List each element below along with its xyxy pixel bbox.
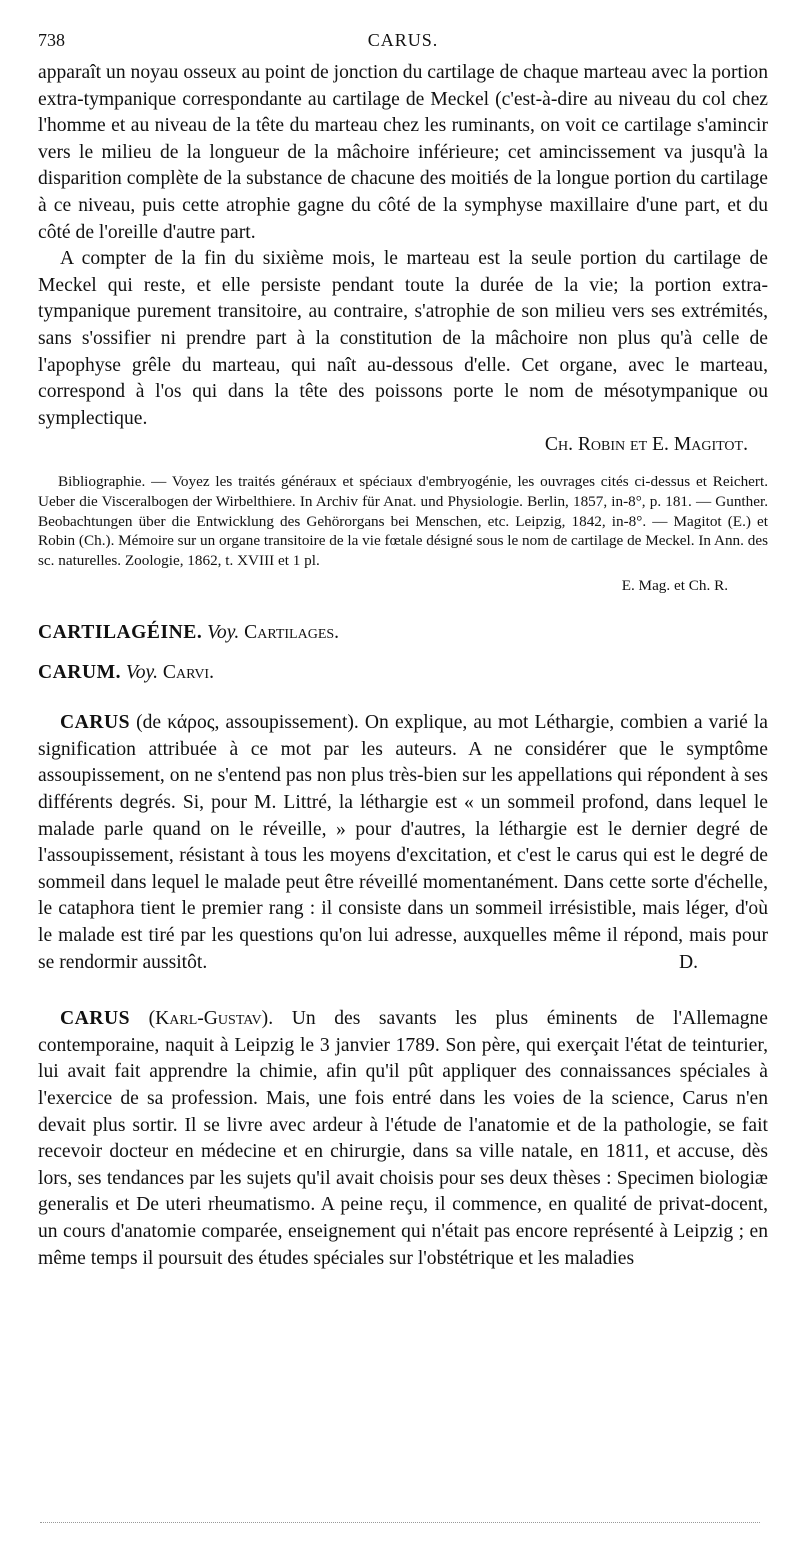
bottom-dotted-rule	[40, 1522, 760, 1523]
voy-label: Voy.	[125, 662, 159, 684]
voy-label: Voy.	[207, 622, 240, 644]
entry-carus-text: (de κάρος, assoupissement). On explique, au mot Léthargie, combien a varié la signification attribuée à ce mot par les auteurs. A ne considérer que le symptôme assoupissement, on ne s'entend pas non plus très-bien sur les appellations qui répondent à ses différents degrés. Si, pour M. Littré, la léthargie est « un sommeil profond, dans lequel le malade parle quand on le réveille, » pour d'autres, la léthargie est le dernier degré de l'assoupissement, résistant à tous les moyens d'excitation, et c'est le carus qui est le degré de sommeil dans lequel le malade peut être réveillé momentanément. Dans cette sorte d'échelle, le cataphora tient le premier rang : il consiste dans un sommeil irrésistible, mais léger, d'où le malade est tiré par les questions qu'on lui adresse, auxquelles même il répond, mais pour se rendormir aussitôt.	[38, 712, 768, 973]
signature-d: D.	[678, 951, 698, 973]
bibliography: Bibliographie. — Voyez les traités généraux et spéciaux d'embryogénie, les ouvrages cités ci-dessus et Reichert. Ueber die Visceralbogen der Wirbelthiere. In Archiv für Anat. und Physiologie. Berlin, 1857, in-8°, p. 181. — Gunther. Beobachtungen über die Entwicklung des Gehörorgans bei Menschen, etc. Leipzig, 1842, in-8°. — Magitot (E.) et Robin (Ch.). Mémoire sur un organe transitoire de la vie fœtale désigné sous le nom de cartilage de Meckel. In Ann. des sc. naturelles. Zoologie, 1862, t. XVIII et 1 pl.	[38, 473, 768, 569]
paragraph-marteau: A compter de la fin du sixième mois, le marteau est la seule portion du cartilage de Meckel qui reste, et elle persiste pendant toute la durée de la vie; la portion extra-tympanique purement transitoire, au contraire, s'atrophie de son milieu vers ses extrémités, sans s'ossifier ni prendre part à la constitution de la mâchoire non plus qu'à celle de l'apophyse grêle du marteau, qui naît au-dessous d'elle. Cet organe, avec le marteau, correspond à l'os qui dans la tête des poissons porte le nom de mésotympanique ou symplectique.	[38, 248, 768, 429]
headword-cartilageine: CARTILAGÉINE.	[38, 622, 203, 644]
paragraph-meckel-atrophy: apparaît un noyau osseux au point de jonction du cartilage de chaque marteau avec la portion extra-tympanique correspondante au cartilage de Meckel (c'est-à-dire au niveau du col chez l'homme et au niveau de la tête du marteau chez les ruminants, on voit ce cartilage s'amincir vers le milieu de la longueur de la mâchoire inférieure; cet amincissement va jusqu'à la disparition complète de la substance de chacune des moitiés de la longue portion du cartilage à ce niveau, puis cette atrophie gagne du côté de la symphyse maxillaire d'une part, et du côté de l'oreille d'autre part.	[38, 62, 768, 243]
running-title: CARUS.	[367, 30, 439, 50]
headword-carum: CARUM.	[38, 662, 121, 684]
entry-carus-karl-gustav	[38, 1006, 768, 1272]
entry-carus-karl-name: (Karl-Gustav).	[148, 1008, 274, 1030]
xref-target-cartilages: Cartilages.	[244, 622, 340, 644]
signature-robin-magitot: Ch. Robin et E. Magitot.	[544, 434, 748, 456]
bibliography-signature: E. Mag. et Ch. R.	[621, 577, 728, 595]
running-header	[38, 28, 768, 60]
headword-carus: CARUS	[60, 712, 130, 734]
entry-carus	[38, 710, 768, 976]
entry-cartilageine	[38, 622, 768, 644]
headword-carus-karl: CARUS	[60, 1008, 130, 1030]
entry-carus-karl-text: Un des savants les plus éminents de l'Allemagne contemporaine, naquit à Leipzig le 3 janvier 1789. Son père, qui exerçait l'état de teinturier, lui avait fait apprendre la chimie, afin qu'il pût appliquer des connaissances spéciales à l'exercice de sa profession. Mais, une fois entré dans les voies de la science, Carus n'en devait plus sortir. Il se livre avec ardeur à l'étude de l'anatomie et de la pathologie, se fait recevoir docteur en médecine et en chirurgie, dans sa ville natale, en 1811, et accuse, dès lors, ses tendances par les sujets qu'il avait choisis pour ses deux thèses : Specimen biologiæ generalis et De uteri rheumatismo. A peine reçu, il commence, en qualité de privat-docent, un cours d'anatomie comparée, enseignement qui n'était pas encore représenté à Leipzig ; en même temps il poursuit des études spéciales sur l'obstétrique et les maladies	[38, 1008, 768, 1269]
xref-target-carvi: Carvi.	[162, 662, 214, 684]
page-number: 738	[38, 30, 65, 50]
entry-carum	[38, 662, 768, 684]
page	[38, 28, 768, 1272]
